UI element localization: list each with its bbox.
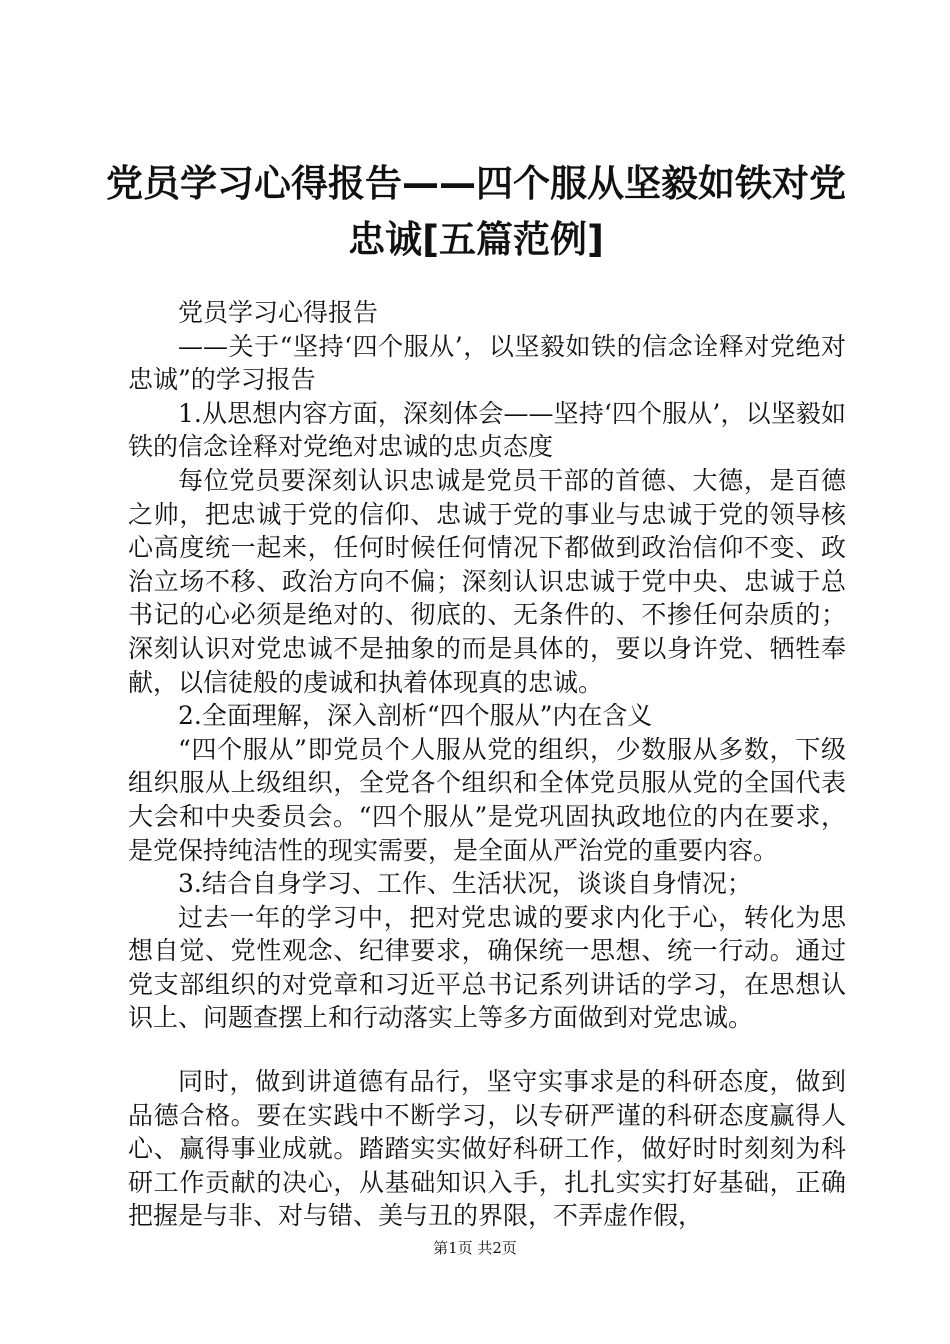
- title-line-2: 忠诚[五篇范例]: [348, 218, 604, 261]
- title-line-1: 党员学习心得报告——四个服从坚毅如铁对党: [106, 162, 846, 205]
- paragraph: 1.从思想内容方面，深刻体会——坚持‘四个服从’，以坚毅如铁的信念诠释对党绝对忠诚的忠贞态度: [128, 398, 846, 462]
- paragraph: 同时，做到讲道德有品行，坚守实事求是的科研态度，做到品德合格。要在实践中不断学习，以专研严谨的科研态度赢得人心、赢得事业成就。踏踏实实做好科研工作，做好时时刻刻为科研工作贡献的决心，从基础知识入手，扎扎实实打好基础，正确把握是与非、对与错、美与丑的界限，不弄虚作假，: [128, 1067, 846, 1231]
- paragraph: “四个服从”即党员个人服从党的组织，少数服从多数，下级组织服从上级组织，全党各个组织和全体党员服从党的全国代表大会和中央委员会。“四个服从”是党巩固执政地位的内在要求，是党保持纯洁性的现实需要，是全面从严治党的重要内容。: [128, 734, 846, 865]
- paragraph: 每位党员要深刻认识忠诚是党员干部的首德、大德，是百德之帅，把忠诚于党的信仰、忠诚于党的事业与忠诚于党的领导核心高度统一起来，任何时候任何情况下都做到政治信仰不变、政治立场不移、政治方向不偏；深刻认识忠诚于党中央、忠诚于总书记的心必须是绝对的、彻底的、无条件的、不掺任何杂质的；深刻认识对党忠诚不是抽象的而是具体的，要以身许党、牺牲奉献，以信徒般的虔诚和执着体现真的忠诚。: [128, 465, 846, 697]
- paragraph: ——关于“坚持‘四个服从’，以坚毅如铁的信念诠释对党绝对忠诚”的学习报告: [128, 331, 846, 395]
- paragraph: 党员学习心得报告: [178, 298, 379, 327]
- page-number-footer: 第1页 共2页: [433, 1239, 517, 1257]
- paragraph: 2.全面理解，深入剖析“四个服从”内在含义: [178, 701, 653, 731]
- document-title: [100, 156, 852, 268]
- paragraph: 过去一年的学习中，把对党忠诚的要求内化于心，转化为思想自觉、党性观念、纪律要求，确保统一思想、统一行动。通过党支部组织的对党章和习近平总书记系列讲话的学习，在思想认识上、问题查摆上和行动落实上等多方面做到对党忠诚。: [128, 902, 846, 1033]
- document-body: [128, 296, 846, 1233]
- paragraph: 3.结合自身学习、工作、生活状况，谈谈自身情况；: [178, 869, 752, 899]
